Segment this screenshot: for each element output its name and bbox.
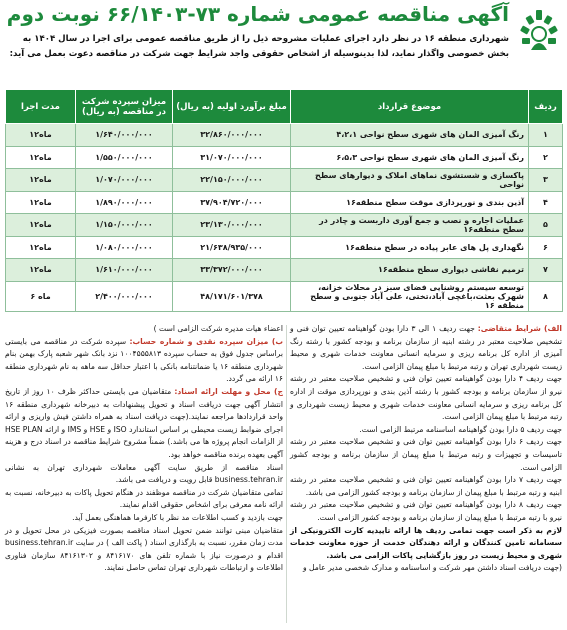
- row-deposit: ۱/۶۴۰/۰۰۰/۰۰۰: [76, 124, 173, 147]
- row-amount: ۲۱/۶۳۸/۹۳۵/۰۰۰: [173, 236, 291, 259]
- row-num: ۶: [529, 236, 563, 259]
- row-title: رنگ آمیزی المان های شهری سطح نواحی ۴،۲،۱: [291, 124, 529, 147]
- table-row: [6, 214, 563, 237]
- table-row: [6, 124, 563, 147]
- row-amount: ۳۲/۸۶۰/۰۰۰/۰۰۰: [173, 124, 291, 147]
- condition-row8: جهت ردیف ۸ دارا بودن گواهینامه تعیین توان فنی و تشخیص صلاحیت معتبر در رشته نیرو با رتبه مرتبط با مبلغ پیمان از سازمان برنامه و بودجه کشور الزامی است.: [290, 500, 562, 522]
- condition-jim: [5, 386, 283, 462]
- row-duration: ۱۲ماه: [6, 259, 76, 282]
- notice-title: آگهی مناقصه عمومی شماره ۷۳-۶۶/۱۴۰۳ نوبت دوم: [6, 2, 509, 26]
- row-title: عملیات اجاره و نصب و جمع آوری داربست و چادر در سطح منطقه۱۶: [291, 214, 529, 237]
- table-row: [6, 146, 563, 169]
- condition-alef-label: الف) شرایط متقاضی:: [477, 324, 562, 333]
- table-header-row: [6, 90, 563, 124]
- row-num: ۷: [529, 259, 563, 282]
- row-duration: ۱۲ماه: [6, 214, 76, 237]
- header-num: ردیف: [529, 90, 563, 124]
- row-num: ۵: [529, 214, 563, 237]
- conditions-right-column: [290, 323, 562, 626]
- row-deposit: ۱/۰۷۰/۰۰۰/۰۰۰: [76, 169, 173, 192]
- row-amount: ۳۱/۰۷۰/۰۰۰/۰۰۰: [173, 146, 291, 169]
- row-amount: ۲۲/۱۵۰/۰۰۰/۰۰۰: [173, 169, 291, 192]
- conditions-section: [5, 323, 562, 626]
- condition-row7: جهت ردیف ۷ دارا بودن گواهینامه تعیین توان فنی و تشخیص صلاحیت معتبر در رشته ابنیه و رتبه مرتبط با مبلغ پیمان از سازمان برنامه و بودجه کشور الزامی می باشد.: [290, 475, 562, 497]
- row-num: ۴: [529, 191, 563, 214]
- row-amount: ۴۸/۱۷۱/۶۰۱/۳۷۸: [173, 281, 291, 311]
- row-amount: ۳۳/۳۷۲/۰۰۰/۰۰۰: [173, 259, 291, 282]
- row-deposit: ۱/۵۵۰/۰۰۰/۰۰۰: [76, 146, 173, 169]
- header-title: موضوع قرارداد: [291, 90, 529, 124]
- row-title: ترمیم نقاشی دیواری سطح منطقه۱۶: [291, 259, 529, 282]
- notice-intro: [9, 32, 509, 62]
- condition-electronic-card: لازم به ذکر است جهت تمامی ردیف ها ارائه تاییدیه کارت الکترونیکی از سسامانه تامین کنندگان و ارائه دهندگان خدمت از حوزه معاونت خدمات شهری و محیط زیست در روز بازگشایی پاکات الزامی می باشد.: [290, 525, 562, 560]
- row-duration: ۱۲ماه: [6, 191, 76, 214]
- row-num: ۲: [529, 146, 563, 169]
- condition-alef: [290, 323, 562, 373]
- condition-be: [5, 336, 283, 386]
- row-duration: ۱۲ماه: [6, 236, 76, 259]
- condition-documents-note: (جهت دریافت اسناد داشتن مهر شرکت و اساسنامه و مدارک شخصی مدیر عامل و: [302, 563, 562, 573]
- row-deposit: ۱/۰۸۰/۰۰۰/۰۰۰: [76, 236, 173, 259]
- table-row: [6, 169, 563, 192]
- header-amount: مبلغ برآورد اولیه (به ریال): [173, 90, 291, 124]
- row-title: توسعه سیستم روشنایی فضای سبز در محلات خزانه، شهرک بعثت،باغچی آباد،تختی، علی آباد جنوبی و سطح منطقه ۱۶: [291, 281, 529, 311]
- row-deposit: ۱/۱۵۰/۰۰۰/۰۰۰: [76, 214, 173, 237]
- row-num: ۸: [529, 281, 563, 311]
- row-duration: ۱۲ماه: [6, 169, 76, 192]
- condition-row6: جهت ردیف ۶ دارا بودن گواهینامه تعیین توان فنی و تشخیص صلاحیت معتبر در رشته تاسیسات و تجهیزات و رتبه مرتبط با مبلغ پیمان از سازمان برنامه و بودجه کشور الزامی است.: [290, 437, 562, 472]
- intro-municipality: شهرداری منطقه ۱۶: [424, 34, 509, 44]
- row-amount: ۲۳/۱۳۰/۰۰۰/۰۰۰: [173, 214, 291, 237]
- table-row: [6, 281, 563, 311]
- condition-jim-label: ج) محل و مهلت ارائه اسناد:: [174, 386, 283, 396]
- conditions-left-column: [5, 323, 283, 626]
- condition-be-text: سپرده شرکت در مناقصه می بایستی براساس جدول فوق به حساب سپرده ۱۰۰۴۵۵۵۸۱۳ نزد بانک شهر شعبه پارک بهمن بنام شهرداری منطقه ۱۶ یا ضمانتنامه بانکی با اعتبار حداقل سه ماهه به نام شهرداری منطقه ۱۶ ارائه می گردد.: [5, 336, 284, 384]
- row-duration: ۶ ماه: [6, 281, 76, 311]
- row-deposit: ۱/۸۹۰/۰۰۰/۰۰۰: [76, 191, 173, 214]
- condition-be-label: ب) میزان سپرده نقدی و شماره حساب:: [129, 336, 283, 346]
- condition-row5: جهت ردیف ۵ دارا بودن گواهینامه اساسنامه مرتبط الزامی است.: [359, 424, 562, 434]
- notice-header: [0, 0, 567, 68]
- row-duration: ۱۲ماه: [6, 124, 76, 147]
- contracts-table: [5, 89, 563, 312]
- row-deposit: ۲/۴۰۰/۰۰۰/۰۰۰: [76, 281, 173, 311]
- row-num: ۱: [529, 124, 563, 147]
- column-divider: [286, 325, 287, 623]
- condition-visit: جهت بازدید و کسب اطلاعات مد نظر با کارفرما هماهنگی بعمل آید.: [72, 512, 283, 522]
- condition-row4: جهت ردیف ۴ دارا بودن گواهینامه تعیین توان فنی و تشخیص صلاحیت معتبر در رشته نیرو از سازمان برنامه و بودجه کشور با رشته آذین بندی و نورپردازی موقت از اداره کل برنامه ریزی و سرمایه انسانی معاونت خدمات شهری و محیط زیست شهرداری و رتبه مرتبط با مبلغ پیمان الزامی است.: [290, 374, 562, 422]
- condition-jim-text: متقاضیان می بایستی حداکثر ظرف ۱۰ روز از تاریخ انتشار آگهی جهت دریافت اسناد و تحویل پیشنهادات به دبیرخانه شهرداری منطقه ۱۶ واحد قراردادها مراجعه نمایند.(جهت دریافت اسناد به همراه داشتن فیش واریزی و ارائه اجرای ضوابط زیست محیطی بر اساس استاندارد ISO و HSE و IMS و ارائه HSE PLAN از الزامات انجام پروژه ها می باشد.) ضمناً مشروح شرایط مناقصه در اسناد درج و هزینه آگهی بعهده برنده مناقصه خواهد بود.: [5, 386, 283, 459]
- intro-text: در نظر دارد اجرای عملیات مشروحه ذیل را از طریق مناقصه عمومی برای اجرا در سال ۱۴۰۴ به بخش خصوصی واگذار نماید، لذا بدینوسیله از اشخاص حقوقی واجد شرایط جهت شرکت در مناقصه دعوت بعمل می آید:: [9, 34, 509, 59]
- table-row: [6, 191, 563, 214]
- row-amount: ۳۷/۹۰۴/۷۲۰/۰۰۰: [173, 191, 291, 214]
- header-deposit: میزان سپرده شرکت در مناقصه (به ریال): [76, 90, 173, 124]
- condition-board-members: اعضاء هیات مدیره شرکت الزامی است ): [153, 324, 283, 333]
- tehran-municipality-logo-icon: [517, 6, 561, 56]
- condition-apply: تمامی متقاضیان شرکت در مناقصه موظفند در هنگام تحویل پاکات به دبیرخانه، نسبت به ارائه نامه معرفی برای اشخاص حقوقی اقدام نمایند.: [5, 487, 283, 510]
- condition-upload: متقاضیان مبنی توانند ضمن تحویل اسناد مناقصه بصورت فیزیکی در محل تحویل و در مدت زمان مقرر، نسبت به بارگذاری اسناد ( پاکت الف ) در سایت business.tehran.ir اقدام و درصورت نیاز با شماره تلفن های ۸۴۱۶۱۷۰ و ۸۴۱۶۱۳۰۲ سازمان فناوری اطلاعات و ارتباطات شهرداری تهران تماس حاصل نمایند.: [5, 525, 283, 573]
- row-title: رنگ آمیزی المان های شهری سطح نواحی ۶،۵،۳: [291, 146, 529, 169]
- header-duration: مدت اجرا: [6, 90, 76, 124]
- row-duration: ۱۲ماه: [6, 146, 76, 169]
- table-row: [6, 236, 563, 259]
- condition-alef-text: جهت ردیف ۱ الی ۳ دارا بودن گواهینامه تعیین توان فنی و تشخیص صلاحیت معتبر در رشته ابنیه از سازمان برنامه و بودجه کشور با رشته رنگ آمیزی از اداره کل برنامه ریزی و سرمایه انسانی معاونت خدمات شهری و محیط زیست شهرداری تهران و رتبه مرتبط با مبلغ پیمان الزامی است.: [290, 324, 562, 371]
- table-row: [6, 259, 563, 282]
- row-num: ۳: [529, 169, 563, 192]
- row-title: آذین بندی و نورپردازی موقت سطح منطقه۱۶: [291, 191, 529, 214]
- row-title: نگهداری پل های عابر پیاده در سطح منطقه۱۶: [291, 236, 529, 259]
- row-deposit: ۱/۶۱۰/۰۰۰/۰۰۰: [76, 259, 173, 282]
- condition-site: اسناد مناقصه از طریق سایت آگهی معاملات شهرداری تهران به نشانی business.tehran.ir قابل رویت و دریافت می باشد.: [5, 462, 283, 485]
- row-title: پاکسازی و شستشوی نماهای املاک و دیوارهای سطح نواحی: [291, 169, 529, 192]
